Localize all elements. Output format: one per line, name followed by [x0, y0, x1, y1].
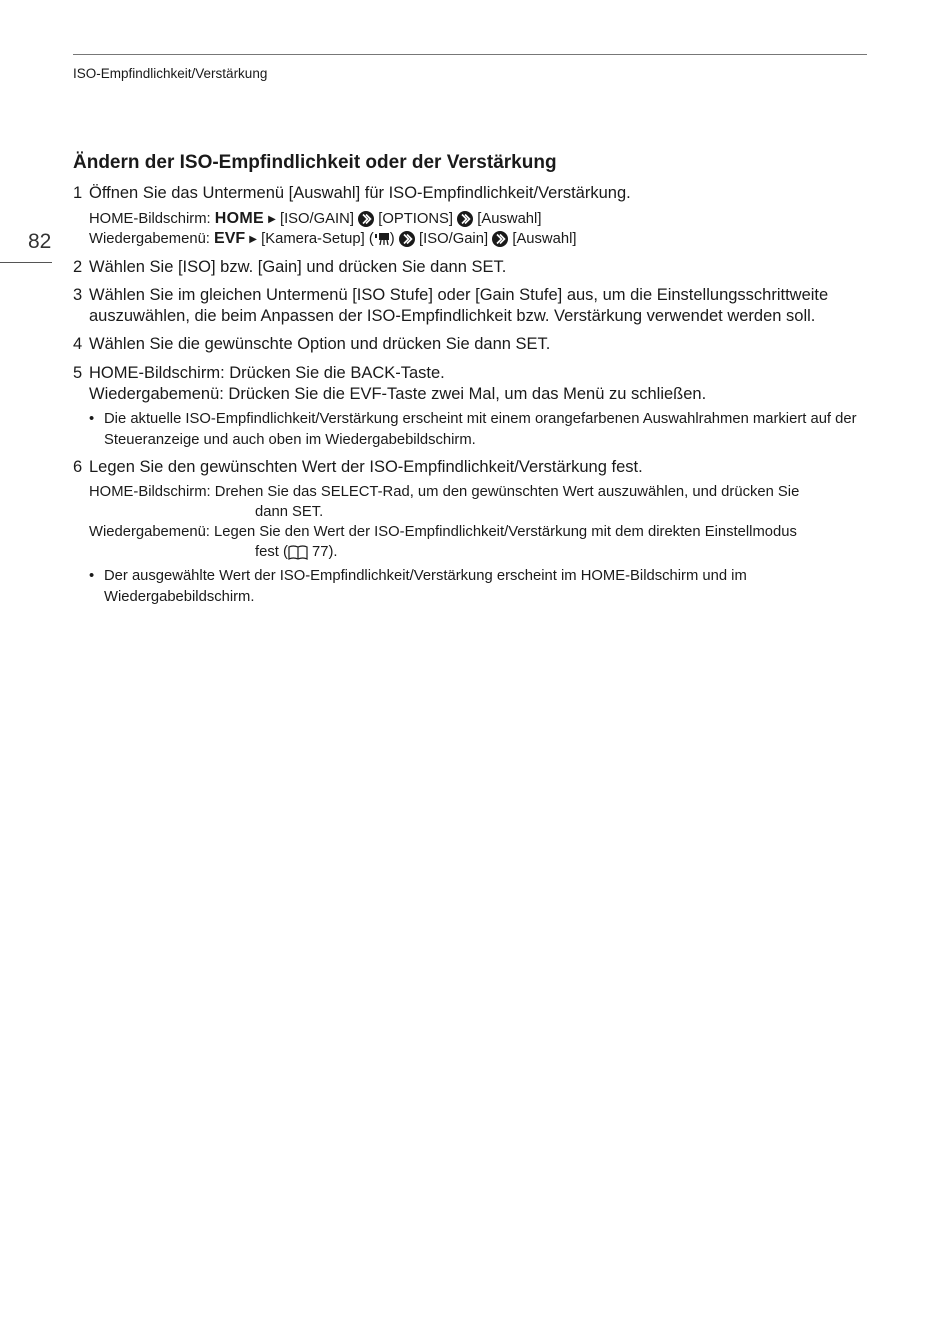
step-text: Wählen Sie die gewünschte Option und drücken Sie dann SET. — [89, 335, 551, 353]
chevron-circle-arrow-icon — [457, 211, 473, 227]
step-number: 6 — [73, 458, 83, 476]
home-path-item: [Auswahl] — [477, 211, 542, 227]
playback-detail-post: ). — [328, 544, 338, 560]
playback-path-item: [Auswahl] — [512, 231, 577, 247]
camera-setup-icon — [374, 232, 390, 246]
home-logo: HOME — [214, 210, 264, 227]
step-1 — [73, 183, 873, 204]
step-number: 2 — [73, 258, 83, 276]
page-reference[interactable]: 77 — [312, 544, 329, 560]
step-text: Legen Sie den gewünschten Wert der ISO-Empfindlichkeit/Verstärkung fest. — [89, 458, 643, 476]
playback-path-item: [Kamera-Setup] ( — [261, 231, 374, 247]
step-2 — [73, 257, 873, 278]
step-number: 4 — [73, 335, 83, 353]
step1-playback-path — [89, 229, 576, 250]
home-detail-line: dann SET. — [255, 504, 324, 520]
step6-bullet — [89, 566, 864, 608]
step-text: Öffnen Sie das Untermenü [Auswahl] für ISO-Empfindlichkeit/Verstärkung. — [89, 184, 631, 202]
header-rule — [73, 54, 867, 55]
playback-detail-line2 — [89, 542, 864, 562]
step1-home-path — [89, 209, 541, 230]
right-triangle-icon: ▶ — [268, 214, 276, 225]
step-text: Wählen Sie im gleichen Untermenü [ISO Stufe] oder [Gain Stufe] aus, um die Einstellungsschrittweite auszuwählen, die beim Anpassen der ISO-Empfindlichkeit bzw. Verstärkung verwendet werden soll. — [89, 286, 829, 325]
step-6 — [73, 457, 873, 478]
playback-path-item: [ISO/Gain] — [418, 231, 489, 247]
step-5 — [73, 363, 873, 405]
running-head: ISO-Empfindlichkeit/Verstärkung — [73, 66, 268, 81]
chevron-circle-arrow-icon — [492, 231, 508, 247]
playback-detail-line: Wiedergabemenü: Legen Sie den Wert der ISO-Empfindlichkeit/Verstärkung mit dem direkten Einstellmodus — [89, 524, 797, 540]
step-number: 1 — [73, 184, 83, 202]
page-number: 82 — [28, 230, 52, 253]
step5-bullet — [89, 409, 864, 451]
page-number-rule — [0, 262, 52, 263]
playback-path-label: Wiedergabemenü: — [89, 231, 210, 247]
home-path-item: [ISO/GAIN] — [279, 211, 354, 227]
right-triangle-icon: ▶ — [249, 234, 257, 245]
step-text-playback: Wiedergabemenü: Drücken Sie die EVF-Taste zwei Mal, um das Menü zu schließen. — [89, 385, 707, 403]
step6-playback-detail — [89, 522, 864, 562]
step-3 — [73, 285, 873, 327]
home-detail-line: HOME-Bildschirm: Drehen Sie das SELECT-Rad, um den gewünschten Wert auszuwählen, und drücken Sie — [89, 484, 800, 500]
bullet-text: Die aktuelle ISO-Empfindlichkeit/Verstärkung erscheint mit einem orangefarbenen Auswahlrahmen markiert auf der Steueranzeige und auch oben im Wiedergabebildschirm. — [104, 411, 857, 448]
step-4 — [73, 334, 873, 355]
step-number: 3 — [73, 286, 83, 304]
book-reference-icon — [288, 545, 308, 560]
bullet-symbol: • — [89, 411, 95, 427]
step-text-home: HOME-Bildschirm: Drücken Sie die BACK-Taste. — [89, 364, 445, 382]
chevron-circle-arrow-icon — [399, 231, 415, 247]
step-text: Wählen Sie [ISO] bzw. [Gain] und drücken Sie dann SET. — [89, 258, 507, 276]
step-number: 5 — [73, 364, 83, 382]
playback-detail-pre: fest ( — [255, 544, 288, 560]
evf-logo: EVF — [214, 230, 246, 247]
step6-home-detail — [89, 482, 864, 522]
playback-path-item: ) — [389, 231, 395, 247]
bullet-symbol: • — [89, 568, 95, 584]
home-path-item: [OPTIONS] — [378, 211, 454, 227]
section-title: Ändern der ISO-Empfindlichkeit oder der Verstärkung — [73, 152, 557, 173]
bullet-text: Der ausgewählte Wert der ISO-Empfindlichkeit/Verstärkung erscheint im HOME-Bildschirm und im Wiedergabebildschirm. — [104, 568, 747, 605]
home-path-label: HOME-Bildschirm: — [89, 211, 211, 227]
chevron-circle-arrow-icon — [358, 211, 374, 227]
